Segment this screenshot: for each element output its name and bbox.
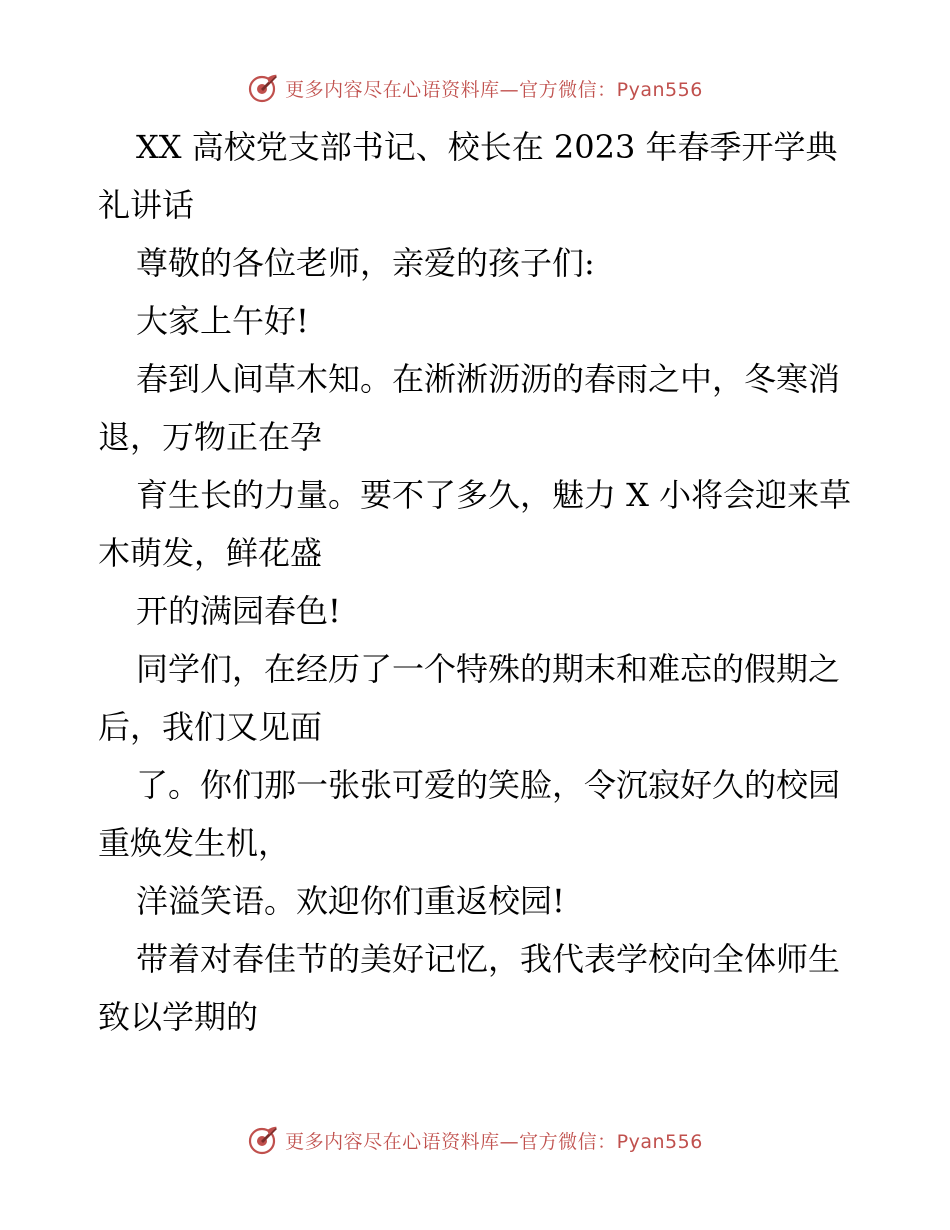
document-title: XX 高校党支部书记、校长在 2023 年春季开学典礼讲话 bbox=[98, 128, 838, 224]
paragraph: 了。你们那一张张可爱的笑脸，令沉寂好久的校园重焕发生机， bbox=[98, 766, 841, 862]
header-banner-text: 更多内容尽在心语资料库—官方微信：Pyan556 bbox=[285, 78, 703, 101]
paragraph: 育生长的力量。要不了多久，魅力 X 小将会迎来草木萌发，鲜花盛 bbox=[98, 476, 852, 572]
footer-banner-text: 更多内容尽在心语资料库—官方微信：Pyan556 bbox=[285, 1130, 703, 1153]
paragraph: 洋溢笑语。欢迎你们重返校园! bbox=[136, 882, 565, 920]
greeting: 大家上午好! bbox=[136, 302, 309, 340]
paragraph: 带着对春佳节的美好记忆，我代表学校向全体师生致以学期的 bbox=[98, 940, 841, 1036]
document-body bbox=[98, 118, 858, 1046]
quill-logo-icon bbox=[247, 72, 279, 104]
quill-logo-icon bbox=[247, 1124, 279, 1156]
paragraph: 开的满园春色! bbox=[136, 592, 341, 630]
paragraph: 同学们，在经历了一个特殊的期末和难忘的假期之后，我们又见面 bbox=[98, 650, 841, 746]
salutation: 尊敬的各位老师，亲爱的孩子们: bbox=[136, 244, 595, 282]
header-banner bbox=[0, 72, 950, 104]
paragraph: 春到人间草木知。在淅淅沥沥的春雨之中，冬寒消退，万物正在孕 bbox=[98, 360, 841, 456]
footer-banner bbox=[0, 1124, 950, 1156]
